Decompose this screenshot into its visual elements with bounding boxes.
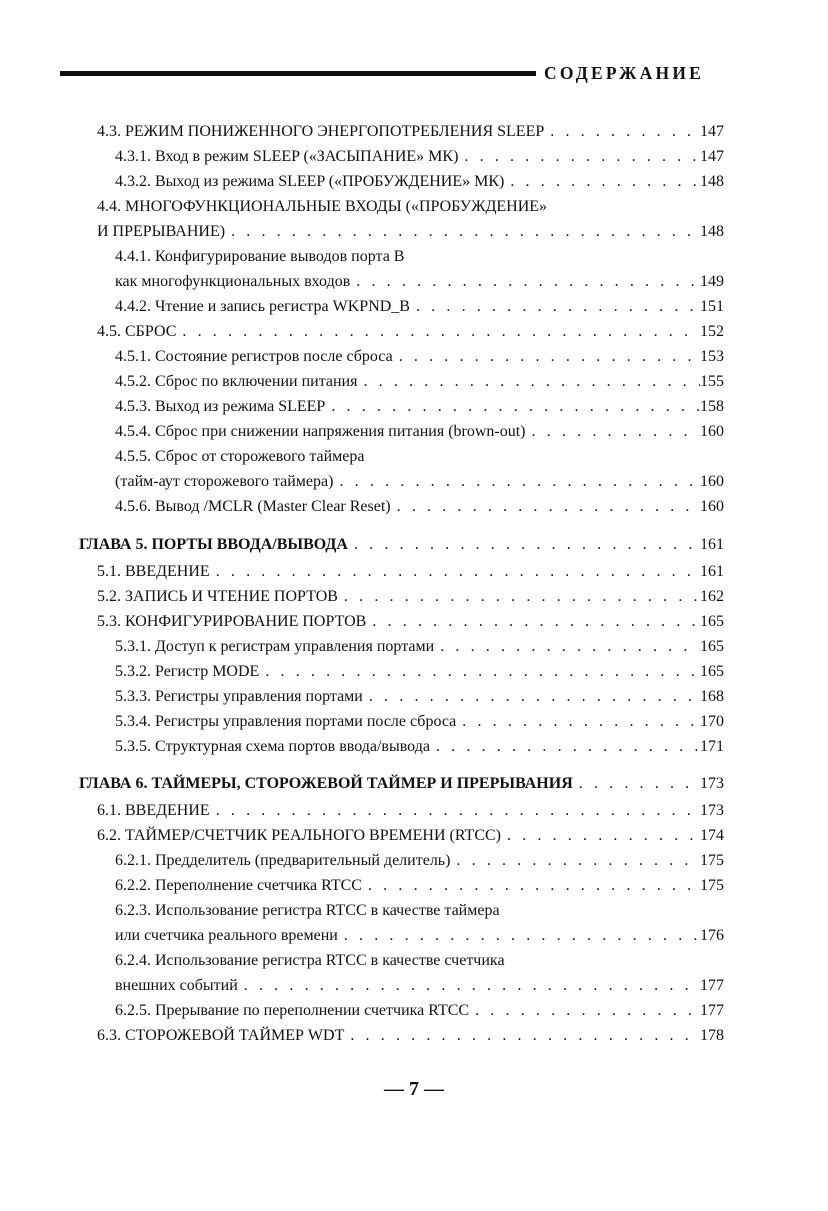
toc-entry-title: 4.5.5. Сброс от сторожевого таймера: [115, 448, 365, 465]
toc-section-entry: [97, 321, 724, 343]
toc-section-entry: [97, 196, 724, 218]
toc-dot-leader: [456, 850, 700, 872]
toc-dot-leader: [397, 496, 700, 518]
toc-page-number: 158: [700, 398, 724, 415]
toc-section-entry: [97, 800, 724, 822]
toc-entry-title: 4.5.1. Состояние регистров после сброса: [115, 348, 393, 365]
toc-dot-leader: [507, 825, 700, 847]
toc-page-number: 155: [700, 373, 724, 390]
toc-entry-title: ГЛАВА 6. ТАЙМЕРЫ, СТОРОЖЕВОЙ ТАЙМЕР И ПРЕРЫВАНИЯ: [79, 775, 573, 792]
toc-entry-title: 5.3. КОНФИГУРИРОВАНИЕ ПОРТОВ: [97, 613, 367, 630]
toc-entry-title: 4.5. СБРОС: [97, 323, 177, 340]
toc-page-number: 160: [700, 423, 724, 440]
toc-subsection-entry: [115, 421, 724, 443]
toc-dot-leader: [368, 875, 700, 897]
toc-page-number: 160: [700, 473, 724, 490]
toc-section-entry: [97, 1025, 724, 1047]
toc-entry-title: 4.3.2. Выход из режима SLEEP («ПРОБУЖДЕНИЕ» МК): [115, 173, 505, 190]
toc-dot-leader: [331, 396, 700, 418]
toc-dot-leader: [440, 636, 700, 658]
toc-dot-leader: [344, 925, 700, 947]
toc-dot-leader: [363, 371, 700, 393]
toc-page-number: 148: [700, 173, 724, 190]
toc-dot-leader: [532, 421, 700, 443]
toc-entry-title: 6.3. СТОРОЖЕВОЙ ТАЙМЕР WDT: [97, 1027, 345, 1044]
toc-page-number: 148: [700, 223, 724, 240]
toc-entry-title: 4.5.3. Выход из режима SLEEP: [115, 398, 326, 415]
toc-page-number: 177: [700, 1002, 724, 1019]
toc-dot-leader: [462, 711, 700, 733]
toc-page-number: 173: [700, 802, 724, 819]
toc-entry-title: 5.3.2. Регистр MODE: [115, 663, 260, 680]
toc-dot-leader: [475, 1000, 700, 1022]
toc-dot-leader: [344, 586, 700, 608]
toc-entry-title: 4.4. МНОГОФУНКЦИОНАЛЬНЫЕ ВХОДЫ («ПРОБУЖДЕНИЕ»: [97, 198, 548, 215]
toc-entry-title: 4.4.1. Конфигурирование выводов порта В: [115, 248, 405, 265]
toc-page-number: 165: [700, 663, 724, 680]
toc-subsection-entry: [115, 171, 724, 193]
toc-entry-title: 4.3.1. Вход в режим SLEEP («ЗАСЫПАНИЕ» МК): [115, 148, 459, 165]
toc-page-number: 147: [700, 123, 724, 140]
toc-page-number: 173: [700, 775, 724, 792]
toc-subsection-entry: [115, 471, 724, 493]
toc-subsection-entry: [115, 146, 724, 168]
toc-section-entry: [97, 825, 724, 847]
toc-subsection-entry: [115, 636, 724, 658]
toc-page-number: 151: [700, 298, 724, 315]
toc-entry-title: 6.2.5. Прерывание по переполнении счетчика RTCC: [115, 1002, 470, 1019]
toc-page-number: 176: [700, 927, 724, 944]
page-number: — 7 —: [384, 1078, 444, 1100]
toc-entry-title: как многофункциональных входов: [115, 273, 351, 290]
toc-subsection-entry: [115, 246, 724, 268]
toc-page-number: 175: [700, 877, 724, 894]
toc-subsection-entry: [115, 875, 724, 897]
toc-dot-leader: [350, 1025, 700, 1047]
toc-dot-leader: [182, 321, 700, 343]
toc-entry-title: 4.5.6. Вывод /MCLR (Master Clear Reset): [115, 498, 391, 515]
toc-chapter-entry: [79, 773, 724, 795]
toc-page-number: 177: [700, 977, 724, 994]
toc-dot-leader: [354, 534, 700, 556]
toc-page-number: 170: [700, 713, 724, 730]
toc-subsection-entry: [115, 271, 724, 293]
toc-dot-leader: [579, 773, 700, 795]
running-header-title: СОДЕРЖАНИЕ: [544, 63, 705, 83]
toc-subsection-entry: [115, 396, 724, 418]
toc-entry-title: внешних событий: [115, 977, 238, 994]
toc-page-number: 153: [700, 348, 724, 365]
toc-page-number: 165: [700, 613, 724, 630]
toc-dot-leader: [372, 611, 700, 633]
toc-subsection-entry: [115, 661, 724, 683]
toc-subsection-entry: [115, 925, 724, 947]
toc-entry-title: 6.2.2. Переполнение счетчика RTCC: [115, 877, 362, 894]
toc-entry-title: 5.3.5. Структурная схема портов ввода/вывода: [115, 738, 430, 755]
toc-entry-title: 4.4.2. Чтение и запись регистра WKPND_B: [115, 298, 410, 315]
toc-page-number: 171: [700, 738, 724, 755]
toc-entry-title: 6.2. ТАЙМЕР/СЧЕТЧИК РЕАЛЬНОГО ВРЕМЕНИ (RTCC): [97, 827, 501, 844]
toc-entry-title: 4.3. РЕЖИМ ПОНИЖЕННОГО ЭНЕРГОПОТРЕБЛЕНИЯ SLEEP: [97, 123, 545, 140]
toc-entry-title: 4.5.2. Сброс по включении питания: [115, 373, 358, 390]
toc-page-number: 161: [700, 536, 724, 553]
toc-subsection-entry: [115, 900, 724, 922]
toc-subsection-entry: [115, 346, 724, 368]
toc-dot-leader: [464, 146, 700, 168]
toc-page-number: 174: [700, 827, 724, 844]
toc-page-number: 147: [700, 148, 724, 165]
toc-page-number: 152: [700, 323, 724, 340]
toc-dot-leader: [399, 346, 700, 368]
toc-dot-leader: [339, 471, 700, 493]
toc-entry-title: 5.3.3. Регистры управления портами: [115, 688, 363, 705]
toc-entry-title: 5.3.1. Доступ к регистрам управления портами: [115, 638, 435, 655]
toc-section-entry: [97, 561, 724, 583]
toc-subsection-entry: [115, 496, 724, 518]
toc-entry-title: 6.2.4. Использование регистра RTCC в качестве счетчика: [115, 952, 505, 969]
toc-subsection-entry: [115, 296, 724, 318]
toc-entry-title: ГЛАВА 5. ПОРТЫ ВВОДА/ВЫВОДА: [79, 536, 348, 553]
toc-section-entry: [97, 586, 724, 608]
toc-page-number: 161: [700, 563, 724, 580]
toc-subsection-entry: [115, 446, 724, 468]
toc-subsection-entry: [115, 736, 724, 758]
toc-dot-leader: [356, 271, 700, 293]
toc-page-number: 165: [700, 638, 724, 655]
toc-entry-title: 5.1. ВВЕДЕНИЕ: [97, 563, 210, 580]
toc-entry-title: или счетчика реального времени: [115, 927, 338, 944]
toc-dot-leader: [244, 975, 700, 997]
toc-subsection-entry: [115, 975, 724, 997]
toc-subsection-entry: [115, 711, 724, 733]
toc-dot-leader: [231, 221, 700, 243]
toc-dot-leader: [510, 171, 700, 193]
toc-entry-title: 6.2.3. Использование регистра RTCC в качестве таймера: [115, 902, 500, 919]
toc-chapter-entry: [79, 534, 724, 556]
toc-page-number: 175: [700, 852, 724, 869]
toc-subsection-entry: [115, 686, 724, 708]
toc-dot-leader: [436, 736, 700, 758]
toc-dot-leader: [216, 561, 700, 583]
toc-subsection-entry: [115, 371, 724, 393]
toc-dot-leader: [416, 296, 700, 318]
toc-dot-leader: [369, 686, 700, 708]
toc-section-entry: [97, 611, 724, 633]
toc-dot-leader: [216, 800, 700, 822]
toc-subsection-entry: [115, 1000, 724, 1022]
toc-entry-title: (тайм-аут сторожевого таймера): [115, 473, 334, 490]
toc-page-number: 149: [700, 273, 724, 290]
toc-entry-title: 5.2. ЗАПИСЬ И ЧТЕНИЕ ПОРТОВ: [97, 588, 338, 605]
toc-entry-title: 5.3.4. Регистры управления портами после сброса: [115, 713, 457, 730]
toc-page-number: 162: [700, 588, 724, 605]
toc-subsection-entry: [115, 850, 724, 872]
toc-entry-title: 4.5.4. Сброс при снижении напряжения питания (brown-out): [115, 423, 526, 440]
toc-dot-leader: [550, 121, 700, 143]
toc-section-entry: [97, 121, 724, 143]
toc-entry-title: 6.2.1. Предделитель (предварительный делитель): [115, 852, 451, 869]
toc-entry-title: 6.1. ВВЕДЕНИЕ: [97, 802, 210, 819]
toc-subsection-entry: [115, 950, 724, 972]
toc-entry-title: И ПРЕРЫВАНИЕ): [97, 223, 226, 240]
toc-page-number: 178: [700, 1027, 724, 1044]
toc-section-entry: [97, 221, 724, 243]
toc-page-number: 168: [700, 688, 724, 705]
toc-dot-leader: [265, 661, 700, 683]
toc-page-number: 160: [700, 498, 724, 515]
